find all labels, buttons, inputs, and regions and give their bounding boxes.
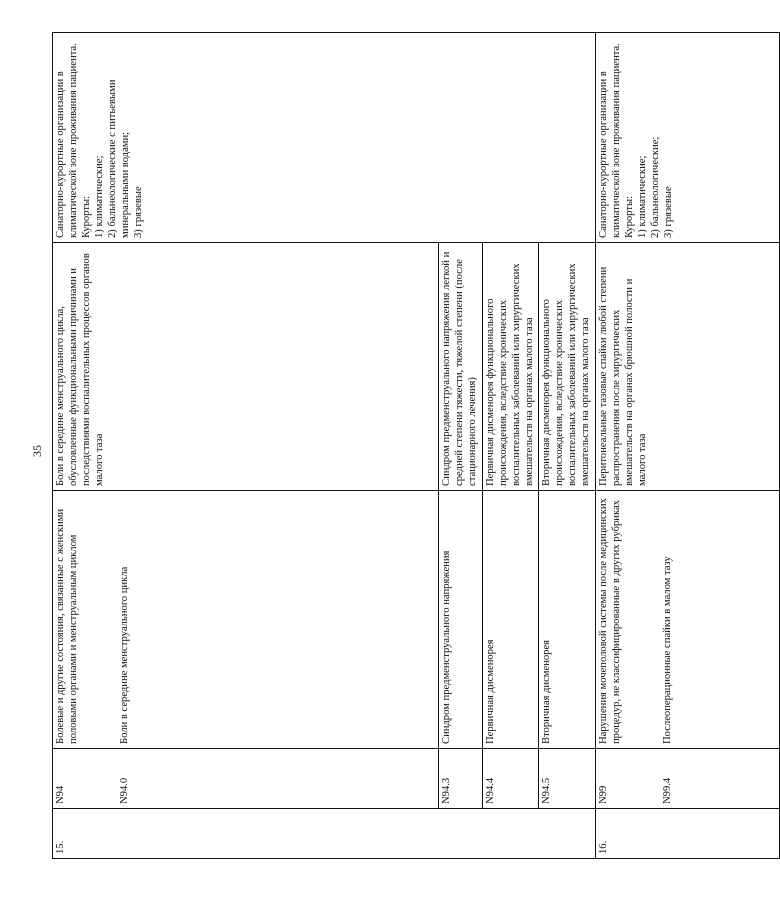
- facility-line: 3) грязевые: [132, 186, 144, 238]
- icd-code: N94: [55, 785, 66, 804]
- facility-line: 3) грязевые: [662, 186, 674, 238]
- table-row-16: [596, 33, 780, 859]
- diagnosis-text: Синдром предменструального напряжения: [439, 491, 483, 749]
- page-number: 35: [30, 445, 44, 457]
- facility-line: Санаторно-курортные организации в климатической зоне проживания пациента.: [598, 43, 623, 238]
- diagnosis-text: Вторичная дисменорея: [539, 491, 596, 749]
- icd-code: N99.4: [662, 777, 674, 804]
- code-cell: [53, 749, 439, 809]
- diagnosis-text: Боли в середине менструального цикла: [119, 566, 130, 744]
- rotated-table-area: [52, 33, 674, 859]
- diagnosis-cell: [596, 491, 780, 749]
- diagnosis-text: Нарушения мочеполовой системы после медицинских процедур, не классифицированные в других рубриках: [598, 498, 623, 744]
- treatment-table: [52, 32, 780, 859]
- code-cell: N94.5: [539, 749, 596, 809]
- diagnosis-cell: [53, 491, 439, 749]
- facility-line: 2) бальнеологические;: [649, 136, 661, 238]
- facility-cell: [53, 33, 596, 243]
- row-number: 16.: [596, 809, 780, 859]
- facility-line: Санаторно-курортные организации в климатической зоне проживания пациента.: [55, 43, 79, 238]
- facility-line: Курорты:: [623, 195, 635, 238]
- indication-cell: Перитонеальные тазовые спайки любой степени распространения после хирургических вмешательств на органах брюшной полости и малого таза: [596, 243, 780, 491]
- indication-cell: Первичная дисменорея функционального происхождения, вследствие хронических воспалительных заболеваний или хирургических вмешательств на органах малого таза: [482, 243, 539, 491]
- facility-line: 1) климатические;: [93, 155, 105, 238]
- icd-code: N99: [598, 785, 610, 804]
- facility-line: 1) климатические;: [636, 155, 648, 238]
- row-number: 15.: [53, 809, 596, 859]
- indication-cell: Синдром предменструального напряжения легкой и средней степени тяжести, тяжелой степени (после стационарного лечения): [439, 243, 483, 491]
- facility-cell: [596, 33, 780, 243]
- indication-cell: Боли в середине менструального цикла, обусловленные функциональными причинами и последствиями воспалительных процессов органов малого таза: [53, 243, 439, 491]
- facility-line: 2) бальнеологические с питьевыми минеральными водами;: [106, 79, 131, 238]
- diagnosis-text: Первичная дисменорея: [482, 491, 539, 749]
- code-cell: [596, 749, 780, 809]
- diagnosis-text: Послеоперационные спайки в малом тазу: [662, 556, 674, 744]
- indication-cell: Вторичная дисменорея функционального происхождения, вследствие хронических воспалительных заболеваний или хирургических вмешательств на органах малого таза: [539, 243, 596, 491]
- rotated-page-content: [52, 33, 674, 859]
- icd-code: N94.0: [119, 777, 130, 804]
- code-cell: N94.4: [482, 749, 539, 809]
- table-row-15: [53, 33, 439, 859]
- code-cell: N94.3: [439, 749, 483, 809]
- diagnosis-text: Болевые и другие состояния, связанные с женскими половыми органами и менструальным циклом: [55, 508, 79, 744]
- facility-line: Курорты:: [80, 195, 92, 238]
